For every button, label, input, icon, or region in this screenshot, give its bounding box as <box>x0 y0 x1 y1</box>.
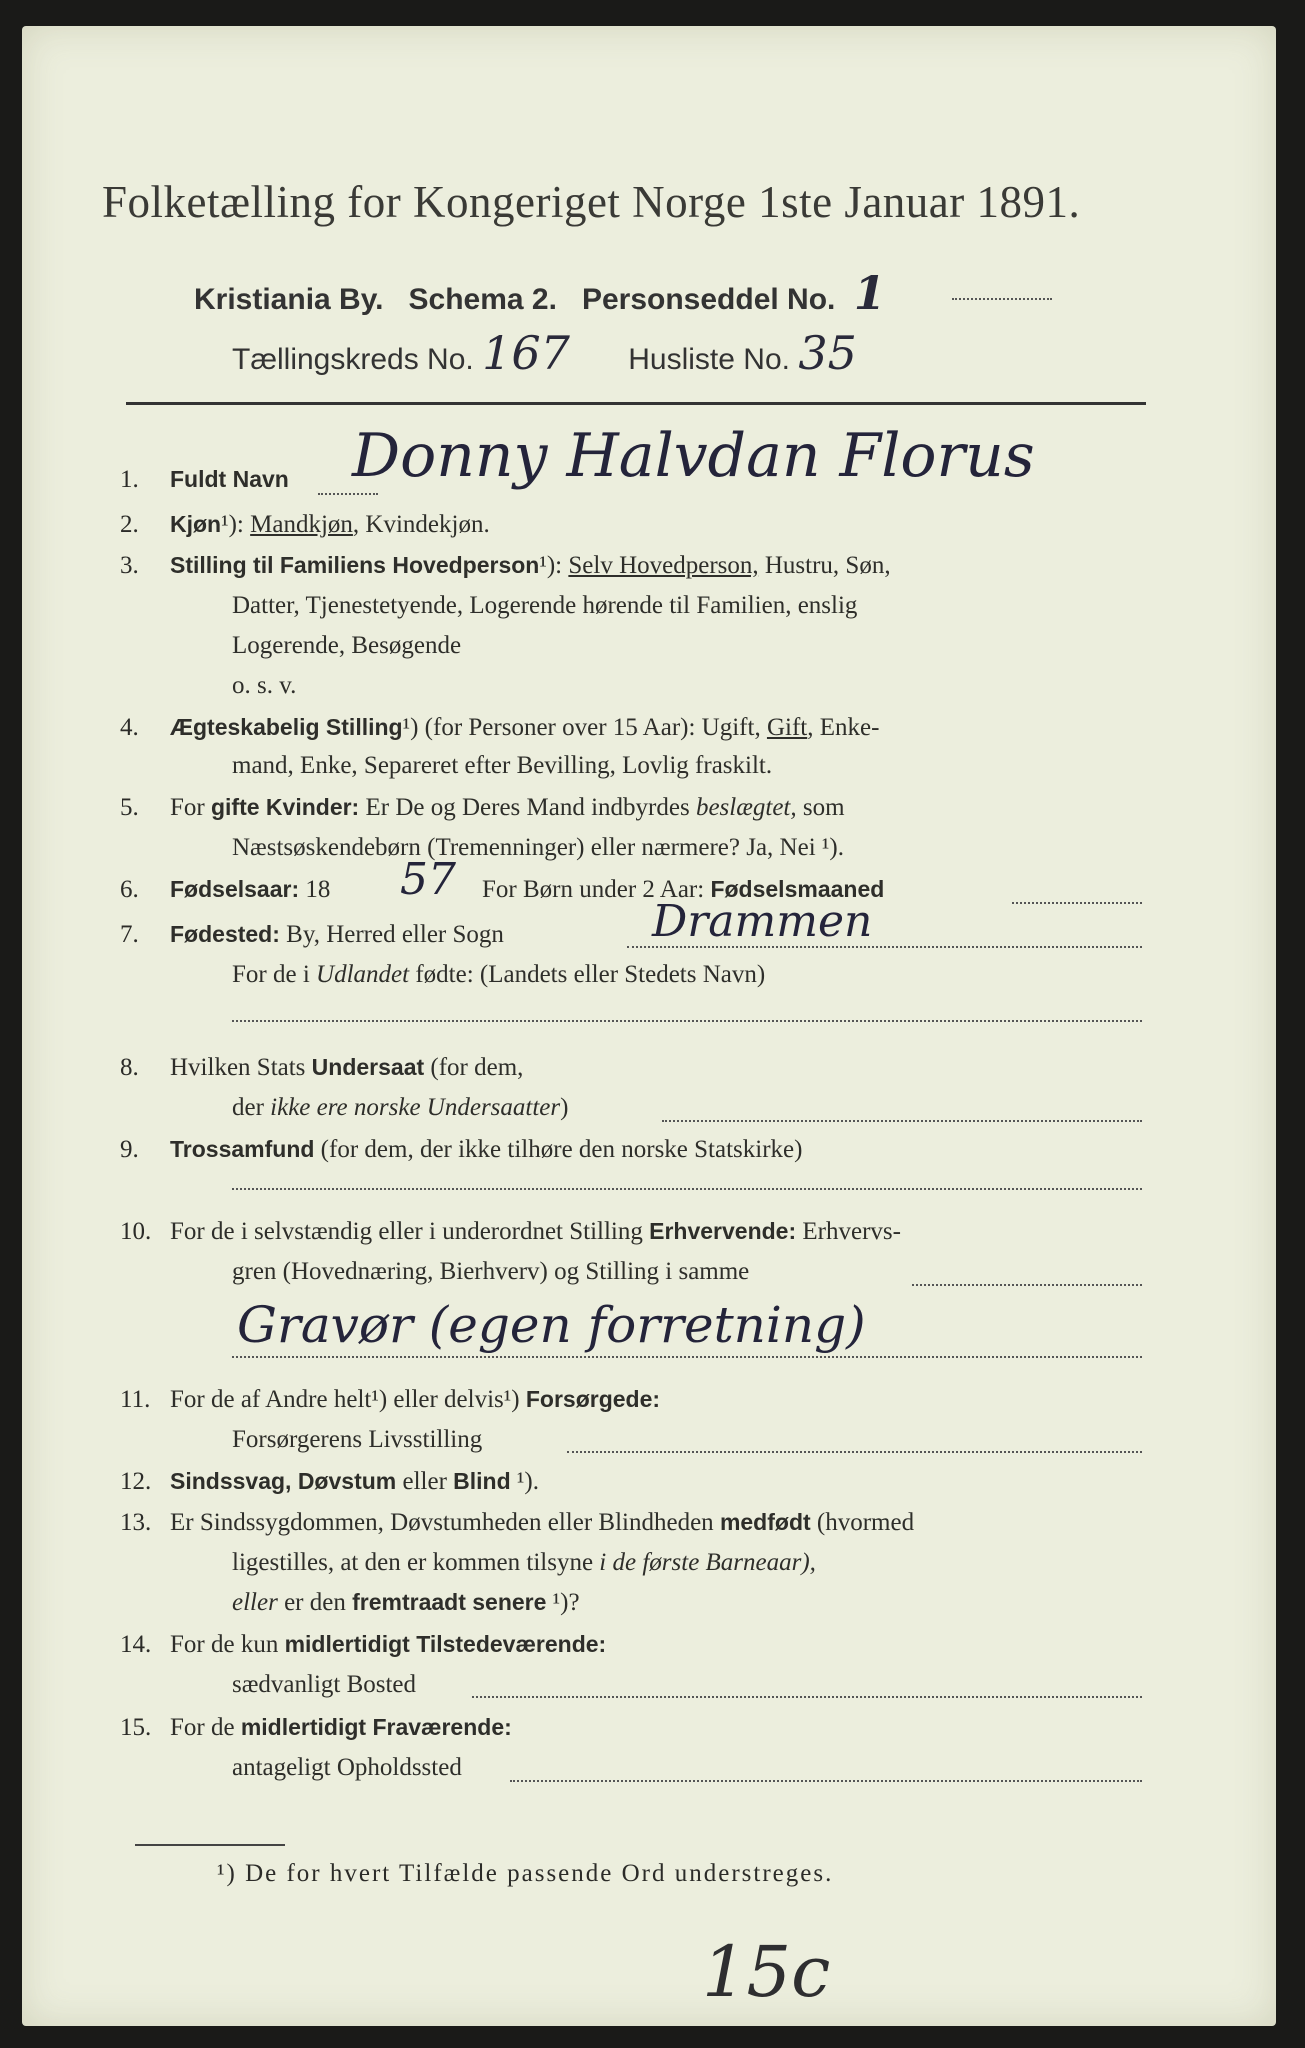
item-14-dotline <box>472 1696 1142 1698</box>
header-line-2 <box>194 266 886 320</box>
item-13-line-1: Er Sindssygdommen, Døvstumheden eller Blindheden medfødt (hvormed <box>170 1509 915 1536</box>
item-8-line-2: der ikke ere norske Undersaatter) <box>232 1094 569 1121</box>
item-number: 9. <box>120 1136 139 1163</box>
item-8-dotline <box>662 1120 1142 1122</box>
item-9-dotline <box>232 1188 1142 1190</box>
item-number: 11. <box>120 1386 151 1413</box>
item-8-line-1: Hvilken Stats Undersaat (for dem, <box>170 1054 524 1081</box>
item-6-under2: For Børn under 2 Aar: Fødselsmaaned <box>482 876 885 903</box>
item-5-line-2: Næstsøskendebørn (Tremenninger) eller nærmere? Ja, Nei ¹). <box>232 834 844 861</box>
item-number: 5. <box>120 794 139 821</box>
item-13-line-2: ligestilles, at den er kommen tilsyne i de første Barneaar), <box>232 1549 816 1576</box>
item-15-line-2: antageligt Opholdssted <box>232 1754 462 1781</box>
item-7-dotline-2 <box>232 1020 1142 1022</box>
husliste-number: 35 <box>798 326 857 380</box>
item-9-line: Trossamfund (for dem, der ikke tilhøre den norske Statskirke) <box>170 1136 803 1163</box>
item-number: 4. <box>120 714 139 741</box>
item-10-dotline-2 <box>232 1356 1142 1358</box>
item-10-dotline <box>912 1284 1142 1286</box>
item-2-line: Kjøn¹): Mandkjøn, Kvindekjøn. <box>170 511 490 538</box>
item-3-line-3: Logerende, Besøgende <box>232 632 462 659</box>
item-number: 10. <box>120 1218 152 1245</box>
item-4-line-1: Ægteskabelig Stilling¹) (for Personer over 15 Aar): Ugift, Gift, Enke- <box>170 714 880 741</box>
husliste-label: Husliste No. <box>628 343 790 376</box>
personseddel-dotline <box>952 298 1052 300</box>
item-number: 3. <box>120 552 139 579</box>
item-3-line-4: o. s. v. <box>232 672 297 699</box>
birth-year-handwriting: 57 <box>400 854 456 905</box>
item-14-line-2: sædvanligt Bosted <box>232 1671 417 1698</box>
item-12-line: Sindssvag, Døvstum eller Blind ¹). <box>170 1468 539 1495</box>
item-number: 7. <box>120 921 139 948</box>
schema-label: Schema 2. <box>408 283 557 316</box>
item-6-dotline <box>1012 902 1142 904</box>
item-number: 8. <box>120 1054 139 1081</box>
item-15-dotline <box>510 1780 1142 1782</box>
item-number: 1. <box>120 466 139 493</box>
city-label: Kristiania By. <box>194 283 384 316</box>
item-6-line: Fødselsaar: 18 <box>170 876 331 903</box>
birthplace-handwriting: Drammen <box>652 896 873 947</box>
header-divider <box>126 402 1146 405</box>
selected-selv-hovedperson: Selv Hovedperson, <box>568 552 759 579</box>
margin-note-handwriting: 15c <box>702 1931 831 2013</box>
taellingskreds-label: Tællingskreds No. <box>232 343 474 376</box>
item-7-line-1: Fødested: By, Herred eller Sogn <box>170 921 504 948</box>
footnote: ¹) De for hvert Tilfælde passende Ord understreges. <box>217 1860 834 1887</box>
item-14-line-1: For de kun midlertidigt Tilstedeværende: <box>170 1631 607 1658</box>
census-form-page <box>22 26 1276 2026</box>
form-title: Folketælling for Kongeriget Norge 1ste Januar 1891. <box>102 177 1081 227</box>
item-7-line-2: For de i Udlandet fødte: (Landets eller Stedets Navn) <box>232 961 766 988</box>
footnote-divider <box>135 1844 285 1846</box>
item-number: 12. <box>120 1468 152 1495</box>
personseddel-label: Personseddel No. <box>581 283 836 316</box>
item-15-line-1: For de midlertidigt Fraværende: <box>170 1714 512 1741</box>
item-10-line-2: gren (Hovednæring, Bierhverv) og Stilling i samme <box>232 1258 750 1285</box>
personseddel-number: 1 <box>853 266 886 320</box>
item-number: 6. <box>120 876 139 903</box>
item-11-line-1: For de af Andre helt¹) eller delvis¹) Forsørgede: <box>170 1386 661 1413</box>
item-number: 15. <box>120 1714 152 1741</box>
item-4-line-2: mand, Enke, Separeret efter Bevilling, Lovlig fraskilt. <box>232 752 773 779</box>
item-13-line-3: eller er den fremtraadt senere ¹)? <box>232 1589 580 1616</box>
item-5-line-1: For gifte Kvinder: Er De og Deres Mand indbyrdes beslægtet, som <box>170 794 845 821</box>
item-number: 13. <box>120 1509 152 1536</box>
item-11-dotline <box>567 1451 1142 1453</box>
item-1-dotline <box>318 493 378 495</box>
selected-gift: Gift <box>766 714 808 741</box>
item-3-line-1: Stilling til Familiens Hovedperson¹): Selv Hovedperson, Hustru, Søn, <box>170 552 891 579</box>
occupation-handwriting: Gravør (egen forretning) <box>237 1296 866 1354</box>
item-1-label: Fuldt Navn <box>170 466 289 492</box>
item-11-line-2: Forsørgerens Livsstilling <box>232 1426 483 1453</box>
header-line-3 <box>232 326 857 380</box>
item-10-line-1: For de i selvstændig eller i underordnet Stilling Erhvervende: Erhvervs- <box>170 1218 901 1245</box>
item-number: 14. <box>120 1631 152 1658</box>
item-number: 2. <box>120 511 139 538</box>
full-name-handwriting: Donny Halvdan Florus <box>352 421 1035 491</box>
taellingskreds-number: 167 <box>482 326 570 380</box>
item-3-line-2: Datter, Tjenestetyende, Logerende hørende til Familien, enslig <box>232 592 858 619</box>
selected-mandkjon: Mandkjøn <box>250 511 353 538</box>
